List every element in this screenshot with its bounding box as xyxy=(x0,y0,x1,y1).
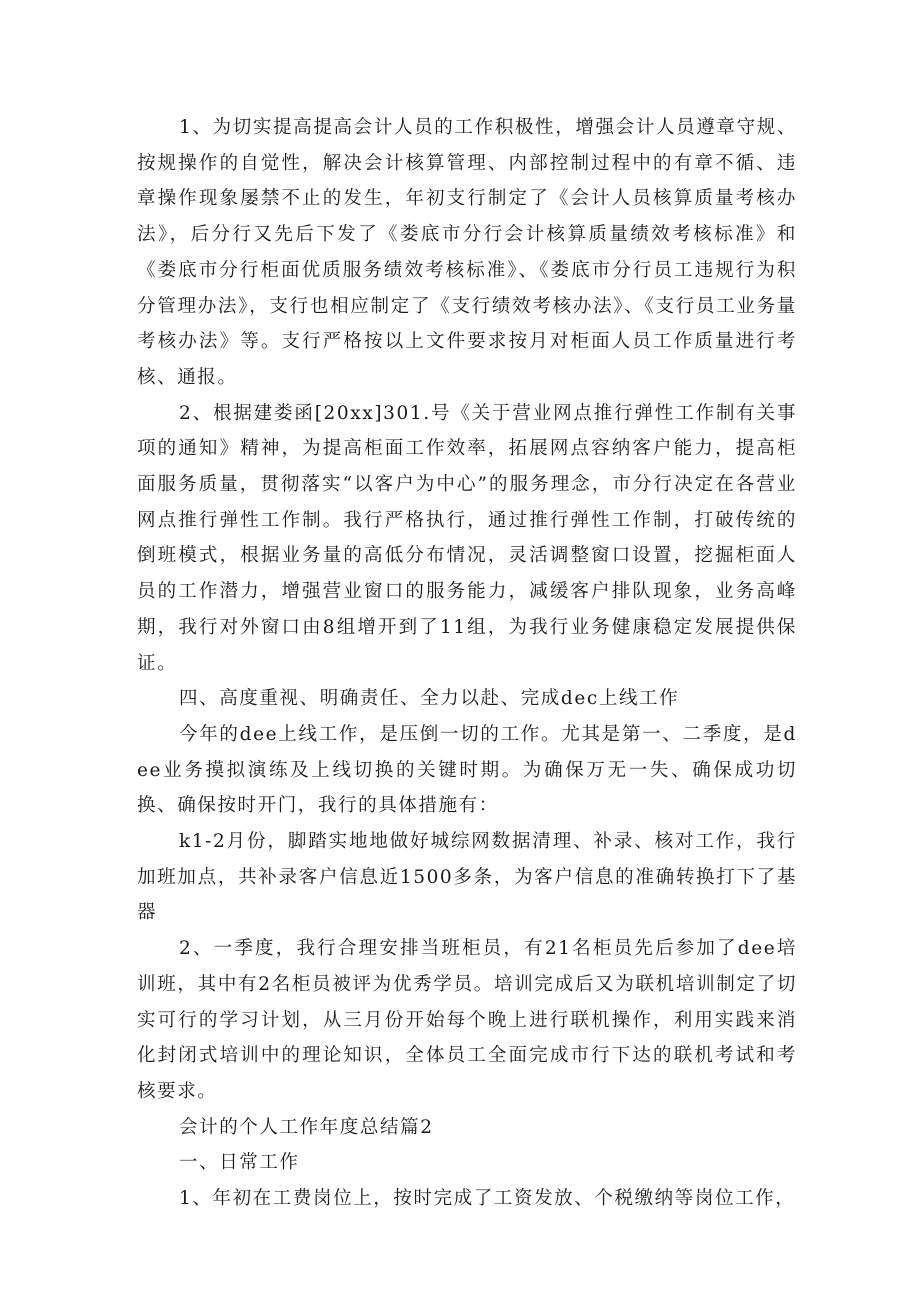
paragraph-assessment-measures: 1、为切实提高提高会计人员的工作积极性，增强会计人员遵章守规、按规操作的自觉性，解决会计核算管理、内部控制过程中的有章不循、违章操作现象屡禁不止的发生，年初支行制定了《会计人员核算质量考核办法》，后分行又先后下发了《娄底市分行会计核算质量绩效考核标准》和《娄底市分行柜面优质服务绩效考核标准》、《娄底市分行员工违规行为积分管理办法》，支行也相应制定了《支行绩效考核办法》、《支行员工业务量考核办法》等。支行严格按以上文件要求按月对柜面人员工作质量进行考核、通报。 xyxy=(137,117,797,388)
document-body xyxy=(137,110,797,1217)
paragraph-flexible-work: 2、根据建娄函[20xx]301.号《关于营业网点推行弹性工作制有关事项的通知》精神，为提高柜面工作效率，拓展网点容纳客户能力，提高柜面服务质量，贯彻落实“以客户为中心”的服务理念，市分行决定在各营业网点推行弹性工作制。我行严格执行，通过推行弹性工作制，打破传统的倒班模式，根据业务量的高低分布情况，灵活调整窗口设置，挖掘柜面人员的工作潜力，增强营业窗口的服务能力，减缓客户排队现象，业务高峰期，我行对外窗口由8组增开到了11组，为我行业务健康稳定发展提供保证。 xyxy=(137,402,797,674)
paragraph-data-cleanup: k1-2月份，脚踏实地地做好城综网数据清理、补录、核对工作，我行加班加点，共补录客户信息近1500多条，为客户信息的准确转换打下了基器 xyxy=(137,831,797,924)
article-subtitle: 会计的个人工作年度总结篇2 xyxy=(179,1116,434,1138)
section-heading-daily-work: 一、日常工作 xyxy=(179,1152,300,1174)
section-heading-dec-launch: 四、高度重视、明确责任、全力以赴、完成dec上线工作 xyxy=(179,688,680,710)
paragraph-dee-launch-intro: 今年的dee上线工作，是压倒一切的工作。尤其是第一、二季度，是dee业务摸拟演练及上线切换的关键时期。为确保万无一失、确保成功切换、确保按时开门，我行的具体措施有： xyxy=(137,723,797,817)
paragraph-payroll: 1、年初在工费岗位上，按时完成了工资发放、个税缴纳等岗位工作， xyxy=(179,1188,796,1210)
paragraph-training: 2、一季度，我行合理安排当班柜员，有21名柜员先后参加了dee培训班，其中有2名柜员被评为优秀学员。培训完成后又为联机培训制定了切实可行的学习计划，从三月份开始每个晚上进行联机操作，利用实践来消化封闭式培训中的理论知识，全体员工全面完成市行下达的联机考试和考核要求。 xyxy=(137,938,797,1102)
